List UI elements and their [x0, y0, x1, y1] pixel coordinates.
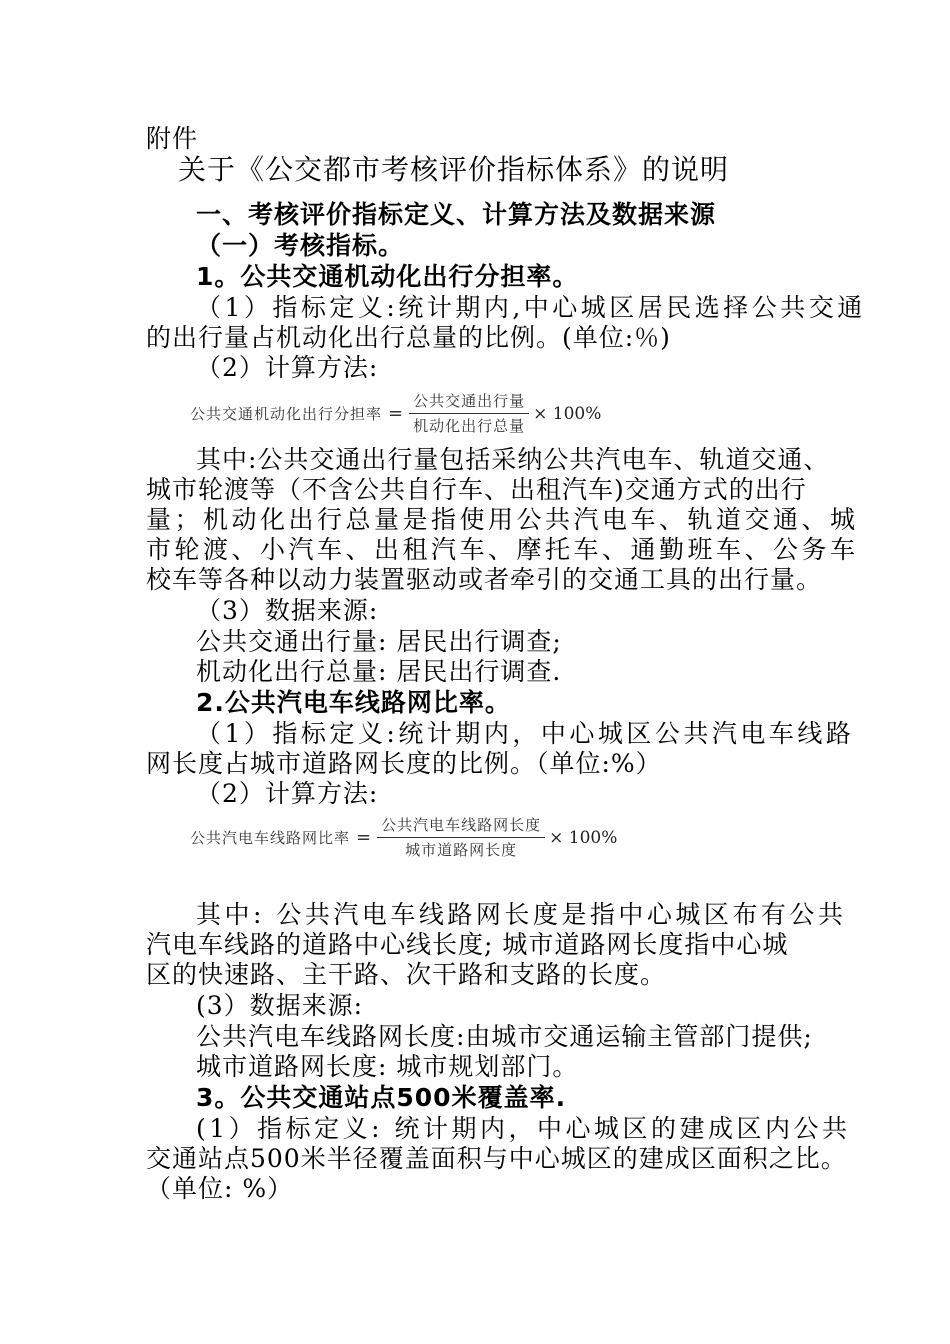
indicator-2-explanation-line: 其中: 公共汽电车线路网长度是指中心城区布有公共 — [196, 900, 847, 929]
indicator-2-heading: 2.公共汽电车线路网比率。 — [196, 688, 511, 717]
formula-multiplier: × 100% — [549, 827, 618, 848]
indicator-2-source-line: 公共汽电车线路网长度:由城市交通运输主管部门提供; — [196, 1022, 813, 1051]
indicator-3-definition-line: （单位: %） — [146, 1174, 294, 1203]
indicator-1-explanation-line: 校车等各种以动力装置驱动或者牵引的交通工具的出行量。 — [146, 565, 823, 594]
indicator-2-definition-line: （1）指标定义:统计期内，中心城区公共汽电车线路 — [196, 719, 855, 748]
indicator-1-source-label: （3）数据来源: — [196, 596, 379, 625]
indicator-1-explanation-line: 其中:公共交通出行量包括采纳公共汽电车、轨道交通、 — [196, 445, 830, 474]
formula-equals: = — [356, 827, 372, 848]
formula-multiplier: × 100% — [533, 403, 602, 424]
formula-denominator: 城市道路网长度 — [405, 841, 518, 859]
fraction-bar — [409, 413, 529, 414]
indicator-1-definition-line: 的出行量占机动化出行总量的比例。(单位:％) — [146, 323, 671, 352]
indicator-2-formula — [190, 815, 617, 860]
indicator-1-explanation-line: 量；机动化出行总量是指使用公共汽电车、轨道交通、城 — [146, 505, 859, 534]
formula-lhs: 公共汽电车线路网比率 — [190, 829, 351, 847]
indicator-1-source-line: 公共交通出行量: 居民出行调查; — [196, 627, 562, 656]
formula-fraction — [409, 391, 529, 436]
indicator-2-source-line: 城市道路网长度: 城市规划部门。 — [196, 1052, 579, 1081]
indicator-2-source-label: (3）数据来源: — [196, 991, 364, 1020]
indicator-1-explanation-line: 城市轮渡等（不含公共自行车、出租汽车)交通方式的出行 — [146, 475, 807, 504]
section-heading: 一、考核评价指标定义、计算方法及数据来源 — [196, 200, 717, 229]
indicator-3-definition-line: 交通站点500米半径覆盖面积与中心城区的建成区面积之比。 — [146, 1144, 847, 1173]
indicator-1-heading: 1。公共交通机动化出行分担率。 — [196, 262, 579, 291]
indicator-1-formula — [190, 391, 601, 436]
subsection-heading: （一）考核指标。 — [196, 231, 405, 260]
fraction-bar — [377, 837, 545, 838]
formula-denominator: 机动化出行总量 — [413, 417, 526, 435]
indicator-3-definition-line: (1）指标定义: 统计期内，中心城区的建成区内公共 — [196, 1114, 851, 1143]
indicator-2-definition-line: 网长度占城市道路网长度的比例。（单位:%） — [146, 749, 662, 778]
formula-numerator: 公共交通出行量 — [413, 392, 526, 410]
formula-lhs: 公共交通机动化出行分担率 — [190, 405, 383, 423]
document-title: 关于《公交都市考核评价指标体系》的说明 — [178, 153, 730, 186]
formula-fraction — [377, 815, 545, 860]
indicator-1-source-line: 机动化出行总量: 居民出行调查. — [196, 657, 562, 686]
attachment-label: 附件 — [146, 124, 199, 153]
indicator-2-explanation-line: 汽电车线路的道路中心线长度; 城市道路网长度指中心城 — [146, 930, 789, 959]
indicator-1-definition-line: （1）指标定义:统计期内,中心城区居民选择公共交通 — [196, 293, 866, 322]
indicator-1-calc-label: （2）计算方法: — [196, 353, 379, 382]
indicator-2-calc-label: （2）计算方法: — [196, 779, 379, 808]
indicator-1-explanation-line: 市轮渡、小汽车、出租汽车、摩托车、通勤班车、公务车 — [146, 535, 859, 564]
formula-numerator: 公共汽电车线路网长度 — [381, 816, 542, 834]
indicator-2-explanation-line: 区的快速路、主干路、次干路和支路的长度。 — [146, 960, 667, 989]
formula-equals: = — [388, 403, 404, 424]
indicator-3-heading: 3。公共交通站点500米覆盖率. — [196, 1083, 567, 1112]
